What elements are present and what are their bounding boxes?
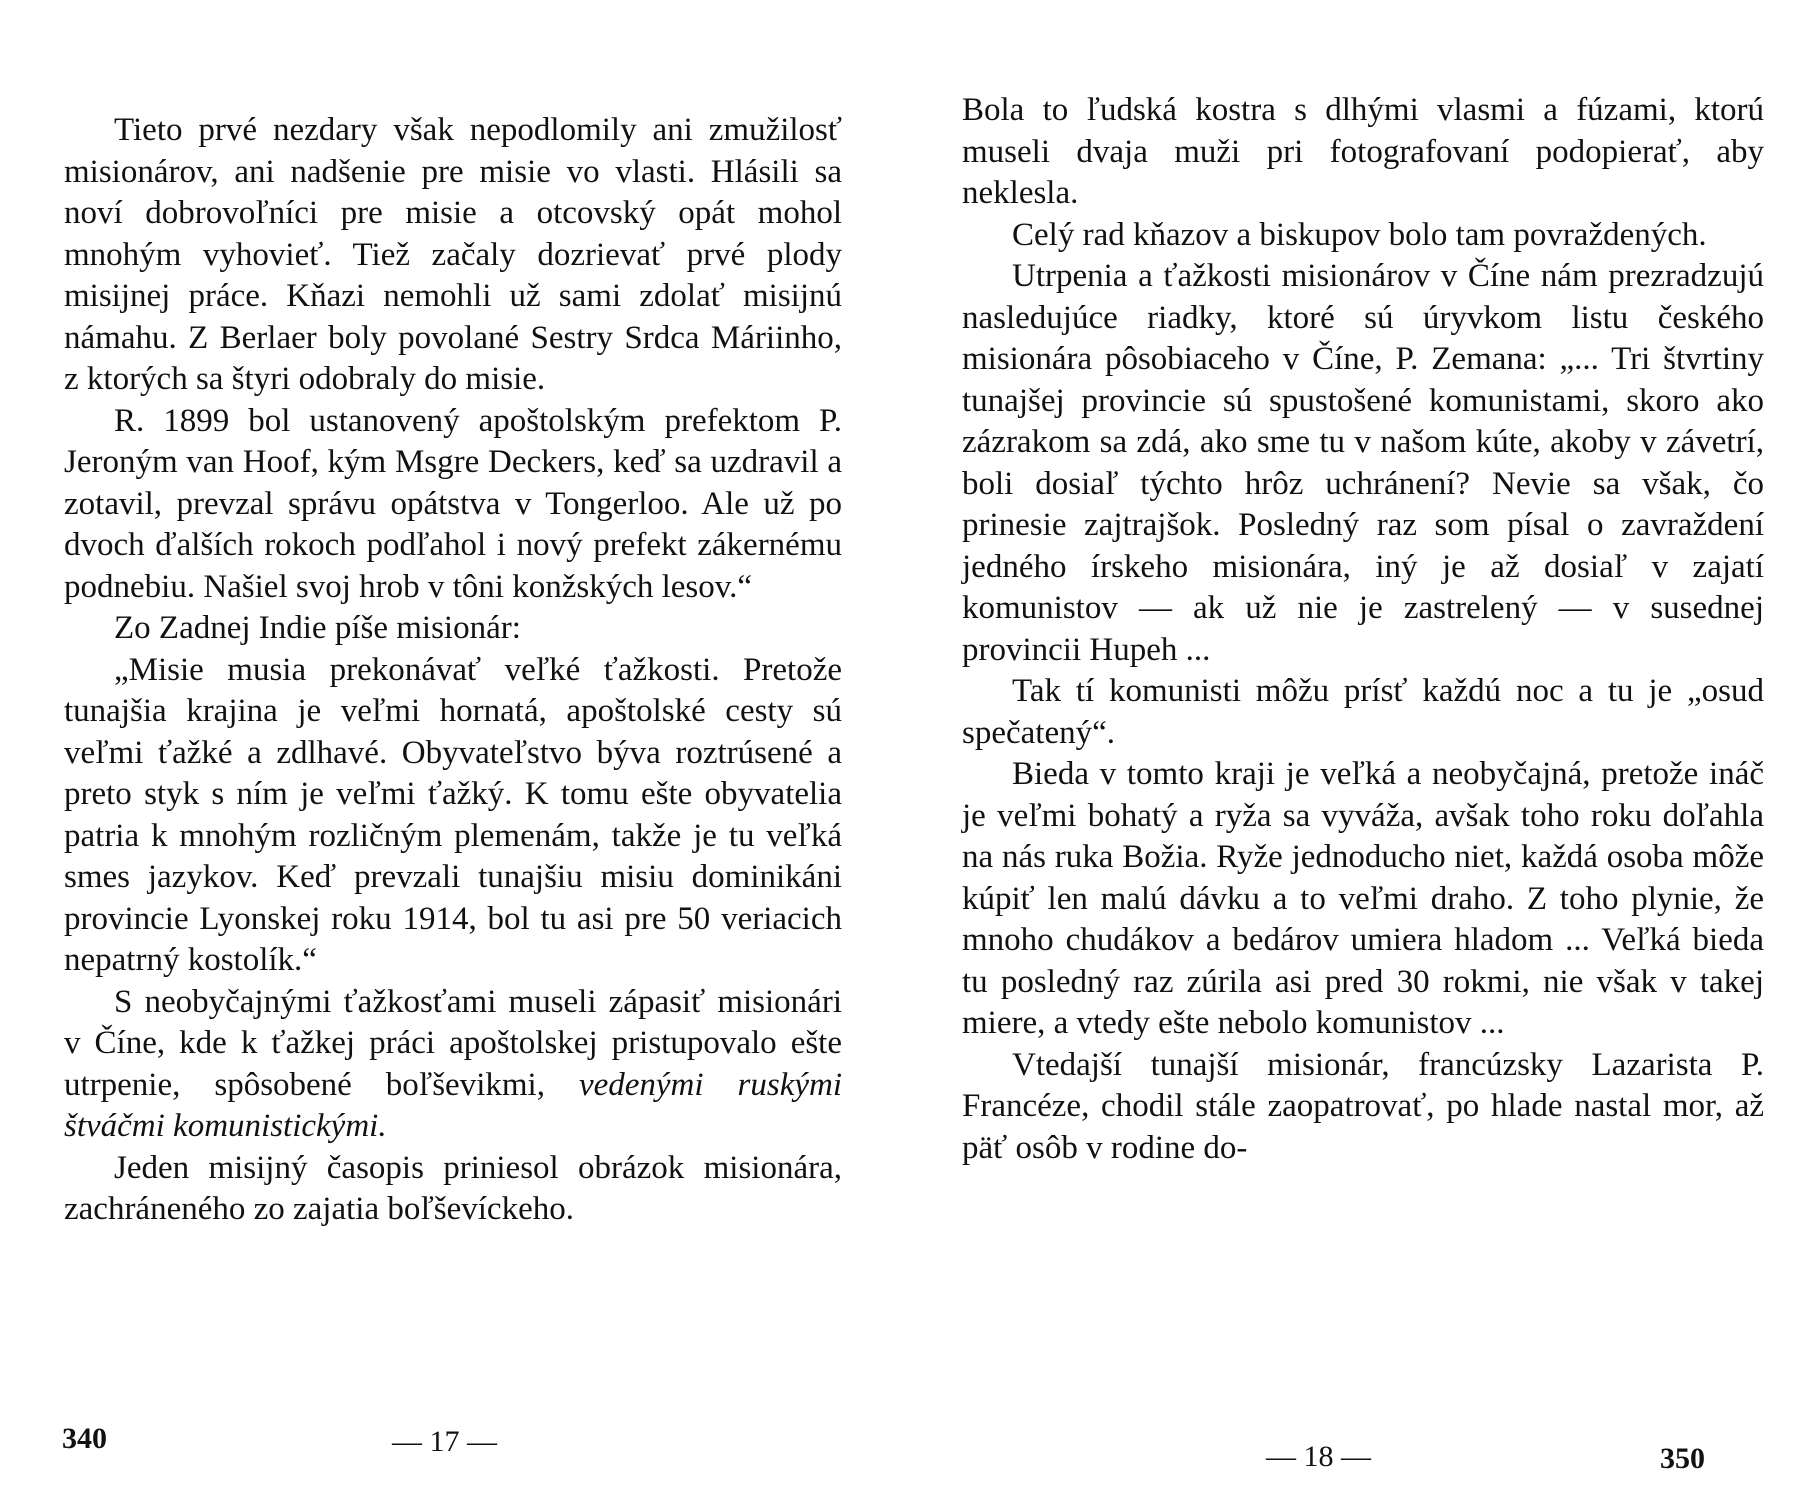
paragraph: Celý rad kňazov a biskupov bolo tam povraždených. [1012, 216, 1707, 253]
paragraph-text: S neobyčajnými ťažkosťami museli zápasiť misionári v Číne, kde k ťažkej práci apoštolskej pristupovalo ešte utrpenie, spôsobené boľševikmi, [64, 983, 842, 1103]
paragraph: „Misie musia prekonávať veľké ťažkosti. Pretože tunajšia krajina je veľmi hornatá, apoštolské cesty sú veľmi ťažké a zdlhavé. Obyvateľstvo býva roztrúsené a preto styk s ním je veľmi ťažký. K tomu ešte obyvatelia patria k mnohým rozličným plemenám, takže je tu veľká smes jazykov. Keď prevzali tunajšiu misiu dominikáni provincie Lyonskej roku 1914, bol tu asi pre 50 veriacich nepatrný kostolík.“ [64, 651, 842, 978]
paragraph: Utrpenia a ťažkosti misionárov v Číne nám prezradzujú nasledujúce riadky, ktoré sú úryvkom listu českého misionára pôsobiaceho v Číne, P. Zemana: „... Tri štvrtiny tunajšej provincie sú spustošené komunistami, skoro ako zázrakom sa zdá, ako sme tu v našom kúte, akoby v závetrí, boli dosiaľ týchto hrôz uchránení? Nevie sa však, čo prinesie zajtrajšok. Posledný raz som písal o zavraždení jedného írskeho misionára, iný je až dosiaľ v zajatí komunistov — ak už nie je zastrelený — v susednej provincii Hupeh ... [962, 258, 1764, 668]
page-number: 350 [1660, 1442, 1705, 1475]
folio-number: — 17 — [392, 1425, 497, 1458]
right-page [898, 0, 1796, 1500]
left-page-text [64, 110, 842, 1231]
paragraph: Tieto prvé nezdary však nepodlomily ani zmužilosť misionárov, ani nadšenie pre misie vo vlasti. Hlásili sa noví dobrovoľníci pre misie a otcovský opát mohol mnohým vyhovieť. Tiež začaly dozrievať prvé plody misijnej práce. Kňazi nemohli už sami zdolať misijnú námahu. Z Berlaer boly povolané Sestry Srdca Máriinho, z ktorých sa štyri odobraly do misie. [64, 112, 842, 397]
paragraph: Bieda v tomto kraji je veľká a neobyčajná, pretože ináč je veľmi bohatý a ryža sa vyváža, avšak toho roku doľahla na nás ruka Božia. Ryže jednoducho niet, každá osoba môže kúpiť len malú dávku a to veľmi draho. Z toho plynie, že mnoho chudákov a bedárov umiera hladom ... Veľká bieda tu posledný raz zúrila asi pred 30 rokmi, nie však v takej miere, a vtedy ešte nebolo komunistov ... [962, 756, 1764, 1041]
paragraph: Tak tí komunisti môžu prísť každú noc a tu je „osud spečatený“. [962, 673, 1764, 751]
folio-number: — 18 — [1266, 1440, 1371, 1473]
paragraph: R. 1899 bol ustanovený apoštolským prefektom P. Jeroným van Hoof, kým Msgre Deckers, keď sa uzdravil a zotavil, prevzal správu opátstva v Tongerloo. Ale už po dvoch ďalších rokoch podľahol i nový prefekt zákernému podnebiu. Našiel svoj hrob v tôni konžských lesov.“ [64, 402, 842, 605]
page-number: 340 [62, 1422, 107, 1455]
paragraph: Zo Zadnej Indie píše misionár: [114, 610, 521, 646]
paragraph: Jeden misijný časopis priniesol obrázok misionára, zachráneného zo zajatia boľševíckeho. [64, 1149, 842, 1227]
right-page-text [962, 90, 1764, 1169]
italic-text: vedenými ruskými štváčmi komunistickými. [64, 1066, 842, 1144]
paragraph: Bola to ľudská kostra s dlhými vlasmi a fúzami, ktorú museli dvaja muži pri fotografovaní podopierať, aby neklesla. [962, 92, 1764, 211]
paragraph [64, 982, 842, 1148]
paragraph: Vtedajší tunajší misionár, francúzsky Lazarista P. Francéze, chodil stále zaopatrovať, po hlade nastal mor, až päť osôb v rodine do- [962, 1046, 1764, 1166]
